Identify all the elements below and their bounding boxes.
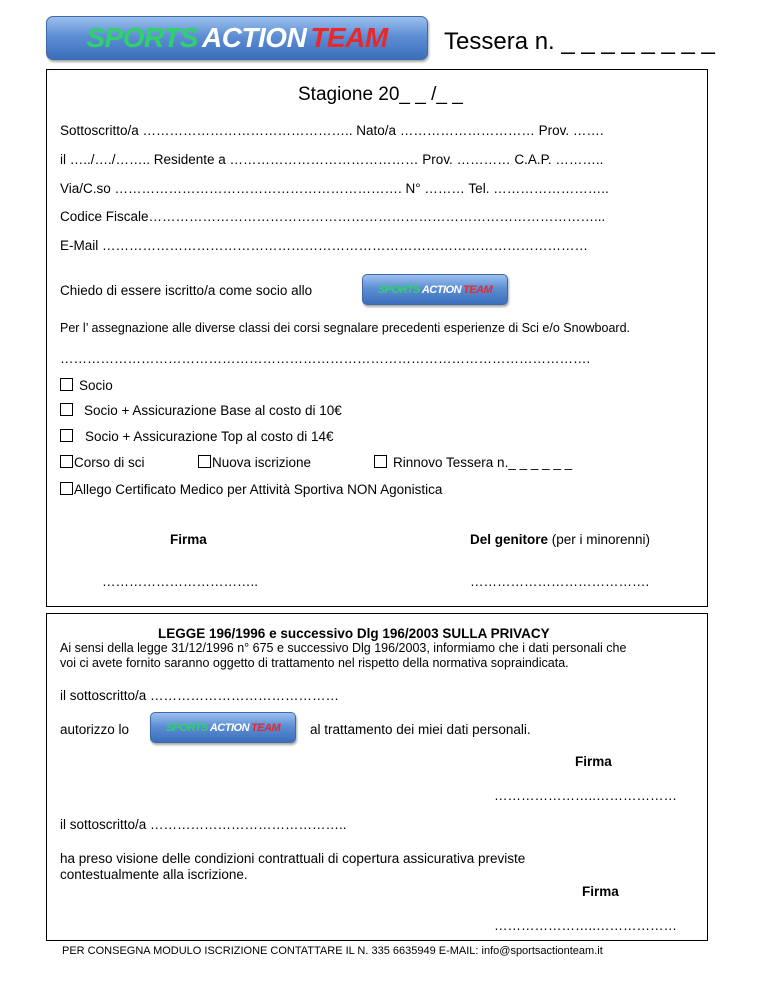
genitore-signature-line: …………………………………. [470,574,650,589]
firma-signature-line: …………………………….. [102,574,259,589]
checkbox[interactable] [60,403,73,416]
checkbox[interactable] [60,455,73,468]
checkbox[interactable] [60,482,73,495]
privacy-title: LEGGE 196/1996 e successivo Dlg 196/2003 SULLA PRIVACY [158,626,550,641]
brand-logo: SPORTS ACTION TEAM [46,16,428,60]
firma-label: Firma [170,532,207,547]
privacy-sottoscritto-2: il sottoscritto/a …………………………………….. [60,817,347,832]
checkbox[interactable] [60,378,73,391]
stagione-title: Stagione 20_ _ /_ _ [298,84,463,105]
tessera-number: Tessera n. _ _ _ _ _ _ _ _ [444,28,715,55]
privacy-text-1: Ai sensi della legge 31/12/1996 n° 675 e successivo Dlg 196/2003, informiamo che i dati personali che [60,641,627,655]
checkbox[interactable] [198,455,211,468]
option-socio[interactable]: Socio [60,378,113,393]
option-certificato[interactable]: Allego Certificato Medico per Attività Sportiva NON Agonistica [60,482,442,497]
option-nuova[interactable]: Nuova iscrizione [198,455,311,470]
privacy-sottoscritto-1: il sottoscritto/a …………………………………… [60,688,340,703]
privacy-signature-line-1: …………………..……………… [494,788,678,803]
row-codice-fiscale: Codice Fiscale………………………………………………………………………………………... [60,209,606,224]
assegnazione-text: Per l’ assegnazione alle diverse classi dei corsi segnalare precedenti esperienze di Sci e/o Snowboard. [60,321,630,335]
privacy-text-2: voi ci avete fornito saranno oggetto di trattamento nel rispetto della normativa sopraindicata. [60,656,569,670]
privacy-firma-2: Firma [582,884,619,899]
brand-logo-small: SPORTS ACTION TEAM [362,274,508,305]
trattamento-text: al trattamento dei miei dati personali. [310,722,531,737]
option-assicurazione-base[interactable]: Socio + Assicurazione Base al costo di 10€ [60,403,342,418]
privacy-firma-1: Firma [575,754,612,769]
preso-visione-2: contestualmente alla iscrizione. [60,867,248,882]
row-sottoscritto: Sottoscritto/a ……………………………………….. Nato/a ………………………… Prov. ……. [60,123,604,138]
option-corso[interactable]: Corso di sci [60,455,145,470]
autorizzo-text: autorizzo lo [60,722,130,737]
brand-logo-privacy: SPORTS ACTION TEAM [150,712,296,743]
chiedo-text: Chiedo di essere iscritto/a come socio allo [60,283,313,298]
preso-visione-1: ha preso visione delle condizioni contrattuali di copertura assicurativa previste [60,851,526,866]
registration-form [46,69,708,607]
footer-contact: PER CONSEGNA MODULO ISCRIZIONE CONTATTARE IL N. 335 6635949 E-MAIL: info@sportsactionteam.it [62,945,603,957]
checkbox[interactable] [374,455,387,468]
experience-dots: ………………………………………………………………………………………………………. [60,351,591,366]
row-email: E-Mail ……………………………………………………………………………………………… [60,238,589,253]
option-assicurazione-top[interactable]: Socio + Assicurazione Top al costo di 14€ [60,429,334,444]
option-rinnovo[interactable]: Rinnovo Tessera n._ _ _ _ _ _ [374,455,572,470]
row-via: Via/C.so ………………………………………………………. N° ……… Tel. …………………….. [60,181,609,196]
privacy-signature-line-2: …………………..……………… [494,918,678,933]
row-residente: il …../…./…….. Residente a …………………………………… Prov. ………… C.A.P. ……….. [60,152,604,167]
checkbox[interactable] [60,429,73,442]
genitore-label: Del genitore (per i minorenni) [470,532,651,547]
